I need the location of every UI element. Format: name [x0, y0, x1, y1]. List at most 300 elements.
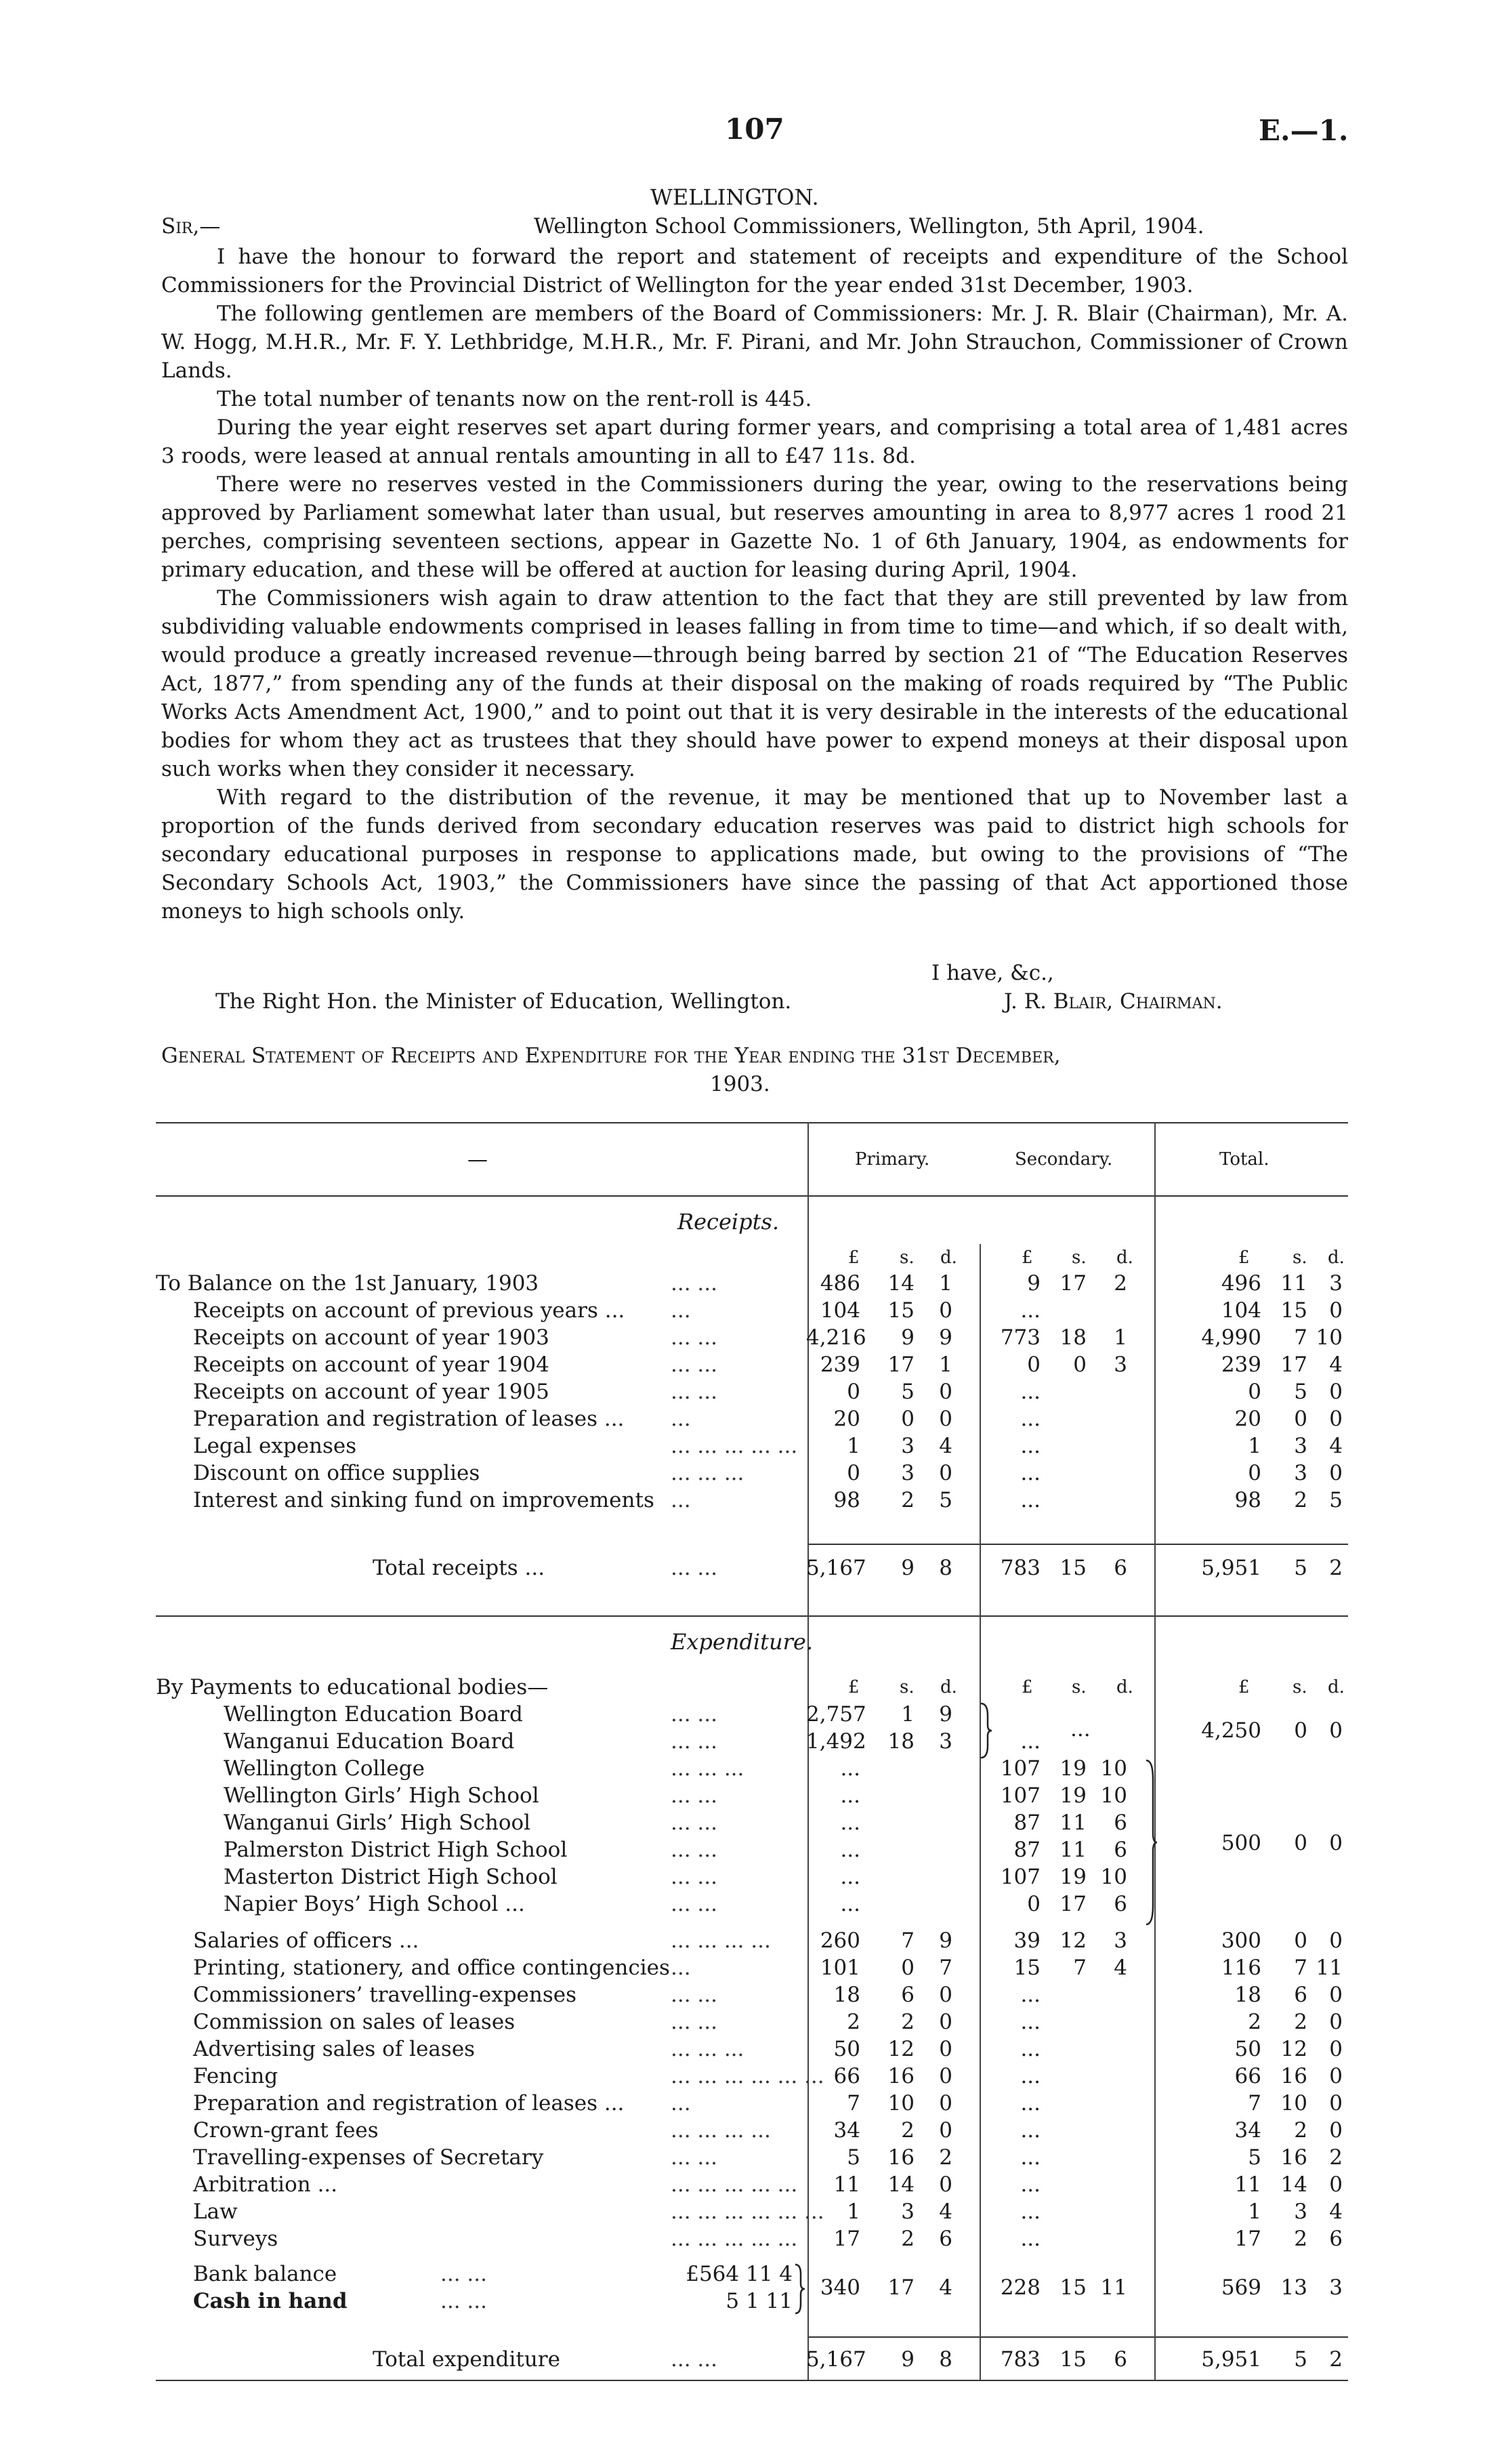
primary-pounds-cell: ... — [840, 1756, 860, 1781]
secondary-pence-cell: 3 — [1114, 1353, 1127, 1377]
header-bottom-rule — [156, 1195, 1348, 1197]
row-leader-dots: ... ... — [671, 1983, 717, 2007]
total-shillings-cell: 17 — [1280, 1353, 1307, 1377]
total-pounds-cell: 66 — [1234, 2064, 1261, 2088]
boards-total-row — [156, 1717, 1348, 1744]
primary-pence-cell: 0 — [939, 2091, 952, 2115]
table-row — [156, 1891, 1348, 1918]
total-pounds-cell: 98 — [1234, 1488, 1261, 1512]
primary-shillings-cell: 14 — [887, 2172, 915, 2197]
exp-secondary-shillings-sign: s. — [1072, 1677, 1087, 1697]
total-shillings-cell: 16 — [1280, 2145, 1307, 2170]
primary-shillings-cell: 2 — [901, 2010, 915, 2034]
total-receipts-total-shillings: 5 — [1294, 1556, 1307, 1580]
total-pence-sign: d. — [1328, 1247, 1345, 1268]
primary-pounds-cell: 18 — [833, 1983, 860, 2007]
secondary-pounds-cell: ... — [1020, 2091, 1041, 2115]
table-row — [156, 2171, 1348, 2198]
total-pounds-cell: 2 — [1248, 2010, 1261, 2034]
row-label: Preparation and registration of leases ... — [193, 1407, 625, 1431]
primary-pence-cell: 0 — [939, 2064, 952, 2088]
primary-pence-cell: 6 — [939, 2227, 952, 2251]
total-receipts-primary-pence: 8 — [939, 1556, 952, 1580]
row-label: Wellington Girls’ High School — [224, 1783, 539, 1808]
paragraph-4: During the year eight reserves set apart during former years, and comprising a total area of 1,481 acres 3 roods, were leased at annual rentals amounting in all to £47 11s. 8d. — [161, 415, 1348, 468]
total-pence-cell: 4 — [1329, 1353, 1343, 1377]
primary-pounds-cell: 486 — [820, 1271, 860, 1296]
total-shillings-cell: 2 — [1294, 2227, 1307, 2251]
col-total-header: Total. — [1219, 1149, 1269, 1170]
row-label: Law — [193, 2200, 238, 2224]
row-leader-dots: ... ... — [671, 1892, 717, 1916]
secondary-pence-cell: 3 — [1114, 1928, 1127, 1953]
total-shillings-cell: 7 — [1294, 1956, 1307, 1980]
row-leader-dots: ... ... — [671, 2145, 717, 2170]
total-pence-cell: 3 — [1329, 1271, 1343, 1296]
row-label: To Balance on the 1st January, 1903 — [156, 1271, 539, 1296]
primary-shillings-cell: 2 — [901, 2227, 915, 2251]
secondary-pounds-cell: 773 — [1000, 1325, 1041, 1350]
paragraph-3: The total number of tenants now on the rent-roll is 445. — [217, 387, 812, 411]
secondary-pence-sign: d. — [1116, 1247, 1133, 1268]
primary-pounds-cell: 20 — [833, 1407, 860, 1431]
row-label: Travelling-expenses of Secretary — [193, 2145, 544, 2170]
row-leader-dots: ... ... — [671, 1838, 717, 1862]
total-pounds-cell: 18 — [1234, 1983, 1261, 2007]
paragraph-2: The following gentlemen are members of the Board of Commissioners: Mr. J. R. Blair (Chairman), Mr. A. W. Hogg, M.H.R., Mr. F. Y. Lethbridge, M.H.R., Mr. F. Pirani, and Mr. John Strauchon, Commissioner of Crown Lands. — [161, 302, 1348, 383]
secondary-shillings-cell: 17 — [1059, 1271, 1087, 1296]
col-blank-header: — — [467, 1148, 488, 1172]
total-pence-cell: 4 — [1329, 2200, 1343, 2224]
row-leader-dots: ... ... — [671, 1702, 717, 1727]
schools-total-shillings: 0 — [1294, 1831, 1307, 1855]
page-number: 107 — [725, 112, 784, 146]
row-label: Receipts on account of year 1903 — [193, 1325, 549, 1350]
secondary-shillings-cell: 17 — [1059, 1892, 1087, 1916]
primary-shillings-cell: 16 — [887, 2145, 915, 2170]
secondary-shillings-cell: 7 — [1073, 1956, 1087, 1980]
col-secondary-header: Secondary. — [1015, 1149, 1113, 1170]
total-receipts-top-rule — [807, 1544, 1348, 1545]
paragraph-7: With regard to the distribution of the revenue, it may be mentioned that up to November last a proportion of the funds derived from secondary education reserves was paid to district high schools for secondary educational purposes in response to applications made, but owing to the provisions of “The Secondary Schools Act, 1903,” the Commissioners have since the passing of that Act apportioned those moneys to high schools only. — [161, 785, 1348, 924]
paragraph-6: The Commissioners wish again to draw attention to the fact that they are still prevented by law from subdividing valuable endowments comprised in leases falling in from time to time—and which, if so dealt with, would produce a greatly increased revenue—through being barred by section 21 of “The Education Reserves Act, 1877,” from spending any of the funds at their disposal on the making of roads required by “The Public Works Acts Amendment Act, 1900,” and to point out that it is very desirable in the interests of the educational bodies for whom they act as trustees that they should have power to expend moneys at their disposal upon such works when they consider it necessary. — [161, 586, 1348, 781]
exp-secondary-pence-sign: d. — [1116, 1677, 1133, 1697]
total-pence-cell: 0 — [1329, 1461, 1343, 1485]
primary-pounds-cell: 0 — [847, 1380, 860, 1404]
secondary-pounds-cell: 107 — [1000, 1783, 1041, 1808]
bank-balance-dots: ... ... — [440, 2262, 487, 2286]
total-pounds-cell: 1 — [1248, 1434, 1261, 1458]
primary-pence-cell: 2 — [939, 2145, 952, 2170]
row-leader-dots: ... ... — [671, 1729, 717, 1754]
secondary-pounds-cell: ... — [1020, 1461, 1041, 1485]
primary-pounds-cell: 2,757 — [806, 1702, 866, 1727]
balance-secondary-pence: 11 — [1100, 2275, 1127, 2300]
secondary-pence-cell: 2 — [1114, 1271, 1127, 1296]
paragraph-5: There were no reserves vested in the Commissioners during the year, owing to the reservations being approved by Parliament somewhat later than usual, but reserves amounting in area to 8,977 acres 1 rood 21 perches, comprising seventeen sections, appear in Gazette No. 1 of 6th January, 1904, as endowments for primary education, and these will be offered at auction for leasing during April, 1904. — [161, 472, 1348, 582]
total-shillings-cell: 10 — [1280, 2091, 1307, 2115]
row-leader-dots: ... ... ... — [671, 1756, 744, 1781]
balance-values-row — [156, 2274, 1348, 2301]
total-shillings-cell: 11 — [1280, 1271, 1307, 1296]
total-expenditure-label: Total expenditure — [373, 2347, 560, 2372]
total-pence-cell: 0 — [1329, 2010, 1343, 2034]
row-label: Napier Boys’ High School ... — [224, 1892, 525, 1916]
primary-pounds-cell: 34 — [833, 2118, 860, 2143]
table-bottom-rule — [156, 2380, 1348, 2381]
exp-primary-shillings-sign: s. — [900, 1677, 915, 1697]
total-shillings-cell: 12 — [1280, 2037, 1307, 2061]
row-label: Receipts on account of year 1905 — [193, 1380, 549, 1404]
primary-pence-sign: d. — [940, 1247, 957, 1268]
primary-pence-cell: 4 — [939, 1434, 952, 1458]
total-pounds-cell: 11 — [1234, 2172, 1261, 2197]
total-pounds-cell: 4,990 — [1201, 1325, 1261, 1350]
schools-total-pounds: 500 — [1221, 1831, 1261, 1855]
secondary-pounds-cell: ... — [1020, 1983, 1041, 2007]
total-receipts-primary-pounds: 5,167 — [806, 1556, 866, 1580]
total-pounds-cell: 17 — [1234, 2227, 1261, 2251]
primary-pence-cell: 9 — [939, 1702, 952, 1727]
row-leader-dots: ... ... — [671, 1325, 717, 1350]
total-expenditure-dots: ... ... — [671, 2347, 717, 2372]
row-label: Wanganui Education Board — [224, 1729, 515, 1754]
payments-heading: By Payments to educational bodies— — [156, 1675, 549, 1699]
closing: I have, &c., — [931, 961, 1054, 985]
row-leader-dots: ... ... — [671, 1271, 717, 1296]
total-pounds-cell: 50 — [1234, 2037, 1261, 2061]
primary-shillings-cell: 0 — [901, 1407, 915, 1431]
secondary-shillings-cell: 0 — [1073, 1353, 1087, 1377]
secondary-pounds-cell: 87 — [1013, 1838, 1041, 1862]
balance-secondary-pounds: 228 — [1000, 2275, 1041, 2300]
total-shillings-cell: 3 — [1294, 1461, 1307, 1485]
row-leader-dots: ... ... ... ... ... ... — [671, 2064, 824, 2088]
table-row — [156, 1981, 1348, 2008]
row-label: Wellington Education Board — [224, 1702, 523, 1727]
primary-pounds-cell: 239 — [820, 1353, 860, 1377]
secondary-pounds-cell: ... — [1020, 1488, 1041, 1512]
primary-pence-cell: 1 — [939, 1353, 952, 1377]
total-pounds-cell: 34 — [1234, 2118, 1261, 2143]
table-top-rule — [156, 1122, 1348, 1123]
schools-total-row — [156, 1830, 1348, 1857]
secondary-pounds-cell: ... — [1020, 2227, 1041, 2251]
total-pounds-sign: £ — [1238, 1247, 1250, 1268]
total-pence-cell: 5 — [1329, 1488, 1343, 1512]
secondary-pounds-cell: ... — [1020, 2037, 1041, 2061]
row-leader-dots: ... ... — [671, 1783, 717, 1808]
secondary-shillings-cell: 19 — [1059, 1783, 1087, 1808]
secondary-pounds-cell: ... — [1020, 2200, 1041, 2224]
table-row — [156, 2225, 1348, 2252]
row-leader-dots: ... — [671, 1956, 691, 1980]
primary-pence-cell: 0 — [939, 2010, 952, 2034]
secondary-pounds-cell: ... — [1020, 1380, 1041, 1404]
secondary-pounds-cell: ... — [1020, 1434, 1041, 1458]
dateline: Wellington School Commissioners, Wellington, 5th April, 1904. — [534, 214, 1204, 239]
row-leader-dots: ... ... ... — [671, 1461, 744, 1485]
exp-primary-pence-sign: d. — [940, 1677, 957, 1697]
total-pence-cell: 0 — [1329, 1928, 1343, 1953]
row-label: Wellington College — [224, 1756, 425, 1781]
row-label: Fencing — [193, 2064, 278, 2088]
secondary-shillings-cell: 11 — [1059, 1811, 1087, 1835]
signature: J. R. Blair, Chairman. — [1004, 989, 1223, 1014]
total-shillings-cell: 0 — [1294, 1928, 1307, 1953]
table-row — [156, 1487, 1348, 1514]
row-leader-dots: ... ... ... — [671, 2037, 744, 2061]
secondary-pence-cell: 10 — [1100, 1756, 1127, 1781]
primary-pounds-cell: 101 — [820, 1956, 860, 1980]
total-shillings-sign: s. — [1293, 1247, 1307, 1268]
total-shillings-cell: 3 — [1294, 2200, 1307, 2224]
total-pounds-cell: 7 — [1248, 2091, 1261, 2115]
exp-secondary-pounds-sign: £ — [1022, 1677, 1033, 1697]
table-row — [156, 2063, 1348, 2090]
total-pounds-cell: 0 — [1248, 1380, 1261, 1404]
primary-pounds-cell: 5 — [847, 2145, 860, 2170]
boards-total-shillings: 0 — [1294, 1718, 1307, 1743]
secondary-pounds-cell: 0 — [1027, 1892, 1041, 1916]
balance-primary-shillings: 17 — [887, 2275, 915, 2300]
lsd-header-expenditure — [156, 1674, 1348, 1701]
total-receipts-total-pence: 2 — [1329, 1556, 1343, 1580]
primary-pence-cell: 0 — [939, 2037, 952, 2061]
total-pence-cell: 0 — [1329, 2091, 1343, 2115]
total-expenditure-primary-pounds: 5,167 — [806, 2347, 866, 2372]
addressee: The Right Hon. the Minister of Education, Wellington. — [215, 989, 792, 1014]
total-expenditure-row — [156, 2346, 1348, 2373]
primary-pounds-cell: 66 — [833, 2064, 860, 2088]
total-shillings-cell: 16 — [1280, 2064, 1307, 2088]
total-expenditure-total-shillings: 5 — [1294, 2347, 1307, 2372]
secondary-pounds-cell: 87 — [1013, 1811, 1041, 1835]
secondary-shillings-cell: 19 — [1059, 1865, 1087, 1889]
row-label: Commissioners’ travelling-expenses — [193, 1983, 577, 2007]
total-pence-cell: 2 — [1329, 2145, 1343, 2170]
total-receipts-secondary-shillings: 15 — [1059, 1556, 1087, 1580]
row-leader-dots: ... — [671, 1298, 691, 1323]
table-row — [156, 1297, 1348, 1324]
primary-pounds-cell: 98 — [833, 1488, 860, 1512]
secondary-pence-cell: 10 — [1100, 1783, 1127, 1808]
primary-shillings-cell: 10 — [887, 2091, 915, 2115]
balance-primary-pence: 4 — [939, 2275, 952, 2300]
secondary-pence-cell: 6 — [1114, 1892, 1127, 1916]
table-row — [156, 1954, 1348, 1981]
row-label: Surveys — [193, 2227, 278, 2251]
primary-pence-cell: 9 — [939, 1325, 952, 1350]
page-reference: E.—1. — [1259, 114, 1349, 147]
statement-year: 1903. — [710, 1072, 770, 1096]
row-label: Preparation and registration of leases ... — [193, 2091, 625, 2115]
balance-total-pounds: 569 — [1221, 2275, 1261, 2300]
lsd-header-receipts — [156, 1244, 1348, 1271]
total-pounds-cell: 104 — [1221, 1298, 1261, 1323]
primary-shillings-cell: 16 — [887, 2064, 915, 2088]
primary-pounds-cell: 2 — [847, 2010, 860, 2034]
expenditure-heading: Expenditure. — [671, 1629, 814, 1655]
primary-pence-cell: 0 — [939, 1407, 952, 1431]
primary-pounds-cell: 4,216 — [806, 1325, 866, 1350]
primary-shillings-cell: 12 — [887, 2037, 915, 2061]
secondary-pounds-cell: 107 — [1000, 1865, 1041, 1889]
primary-shillings-cell: 14 — [887, 1271, 915, 1296]
total-shillings-cell: 2 — [1294, 2010, 1307, 2034]
secondary-pounds-cell: ... — [1020, 2118, 1041, 2143]
total-expenditure-secondary-pence: 6 — [1114, 2347, 1127, 2372]
row-label: Masterton District High School — [224, 1865, 558, 1889]
total-pounds-cell: 20 — [1234, 1407, 1261, 1431]
total-pounds-cell: 116 — [1221, 1956, 1261, 1980]
row-leader-dots: ... ... — [671, 1865, 717, 1889]
primary-shillings-cell: 0 — [901, 1956, 915, 1980]
total-shillings-cell: 6 — [1294, 1983, 1307, 2007]
primary-shillings-cell: 3 — [901, 1434, 915, 1458]
total-receipts-secondary-pence: 6 — [1114, 1556, 1127, 1580]
primary-pence-cell: 5 — [939, 1488, 952, 1512]
secondary-pounds-cell: ... — [1020, 2172, 1041, 2197]
total-pence-cell: 0 — [1329, 2037, 1343, 2061]
secondary-pounds-cell: ... — [1020, 2145, 1041, 2170]
secondary-pounds-cell: ... — [1020, 2010, 1041, 2034]
boards-secondary-dots: ... — [1070, 1717, 1091, 1741]
exp-total-shillings-sign: s. — [1293, 1677, 1307, 1697]
primary-shillings-cell: 3 — [901, 2200, 915, 2224]
primary-pounds-cell: ... — [840, 1865, 860, 1889]
secondary-pounds-cell: ... — [1020, 1729, 1041, 1754]
primary-shillings-cell: 6 — [901, 1983, 915, 2007]
row-leader-dots: ... — [671, 2091, 691, 2115]
primary-pence-cell: 0 — [939, 1298, 952, 1323]
boards-total-pounds: 4,250 — [1201, 1718, 1261, 1743]
total-pounds-cell: 1 — [1248, 2200, 1261, 2224]
total-pence-cell: 0 — [1329, 1407, 1343, 1431]
primary-pence-cell: 9 — [939, 1928, 952, 1953]
cash-in-hand-amount: 5 1 11 — [726, 2289, 793, 2313]
receipts-heading: Receipts. — [677, 1209, 780, 1235]
secondary-pounds-cell: 15 — [1013, 1956, 1041, 1980]
primary-pence-cell: 1 — [939, 1271, 952, 1296]
primary-shillings-cell: 7 — [901, 1928, 915, 1953]
total-pounds-cell: 496 — [1221, 1271, 1261, 1296]
primary-shillings-cell: 3 — [901, 1461, 915, 1485]
exp-total-pence-sign: d. — [1328, 1677, 1345, 1697]
total-pounds-cell: 5 — [1248, 2145, 1261, 2170]
primary-pounds-cell: 17 — [833, 2227, 860, 2251]
total-receipts-secondary-pounds: 783 — [1000, 1556, 1041, 1580]
total-receipts-primary-shillings: 9 — [901, 1556, 915, 1580]
total-shillings-cell: 2 — [1294, 2118, 1307, 2143]
letter-body — [161, 243, 1348, 926]
row-label: Interest and sinking fund on improvements — [193, 1488, 654, 1512]
secondary-shillings-cell: 18 — [1059, 1325, 1087, 1350]
secondary-shillings-cell: 11 — [1059, 1838, 1087, 1862]
total-pence-cell: 0 — [1329, 2118, 1343, 2143]
primary-shillings-cell: 15 — [887, 1298, 915, 1323]
primary-shillings-cell: 17 — [887, 1353, 915, 1377]
primary-shillings-cell: 5 — [901, 1380, 915, 1404]
col-primary-header: Primary. — [855, 1149, 930, 1170]
primary-shillings-cell: 1 — [901, 1702, 915, 1727]
table-row — [156, 1927, 1348, 1954]
secondary-pounds-sign: £ — [1022, 1247, 1033, 1268]
primary-pence-cell: 3 — [939, 1729, 952, 1754]
primary-pounds-cell: 11 — [833, 2172, 860, 2197]
primary-shillings-cell: 2 — [901, 2118, 915, 2143]
row-leader-dots: ... ... — [671, 2010, 717, 2034]
row-leader-dots: ... ... ... ... ... — [671, 2172, 798, 2197]
total-receipts-dots: ... ... — [671, 1556, 717, 1580]
total-pence-cell: 0 — [1329, 1380, 1343, 1404]
primary-pounds-cell: 50 — [833, 2037, 860, 2061]
table-row — [156, 1460, 1348, 1487]
salutation: Sir,— — [161, 214, 221, 239]
statement-title: General Statement of Receipts and Expenditure for the Year ending the 31st December, — [161, 1044, 1061, 1068]
total-receipts-total-pounds: 5,951 — [1201, 1556, 1261, 1580]
total-shillings-cell: 2 — [1294, 1488, 1307, 1512]
secondary-pounds-cell: 39 — [1013, 1928, 1041, 1953]
primary-pounds-cell: 0 — [847, 1461, 860, 1485]
cash-in-hand-label: Cash in hand — [193, 2289, 348, 2313]
table-row — [156, 1378, 1348, 1405]
table-row — [156, 1863, 1348, 1891]
primary-pounds-cell: 104 — [820, 1298, 860, 1323]
total-pence-cell: 0 — [1329, 1298, 1343, 1323]
table-row — [156, 1432, 1348, 1460]
primary-shillings-cell: 2 — [901, 1488, 915, 1512]
secondary-pounds-cell: 0 — [1027, 1353, 1041, 1377]
primary-pence-cell: 4 — [939, 2200, 952, 2224]
secondary-pence-cell: 6 — [1114, 1811, 1127, 1835]
row-leader-dots: ... ... ... ... ... — [671, 2227, 798, 2251]
total-shillings-cell: 14 — [1280, 2172, 1307, 2197]
row-label: Receipts on account of year 1904 — [193, 1353, 549, 1377]
primary-pounds-cell: ... — [840, 1838, 860, 1862]
row-leader-dots: ... ... ... ... ... ... — [671, 2200, 824, 2224]
row-leader-dots: ... ... ... ... — [671, 1928, 771, 1953]
secondary-pounds-cell: ... — [1020, 1407, 1041, 1431]
primary-pence-cell: 0 — [939, 2172, 952, 2197]
total-pence-cell: 10 — [1316, 1325, 1343, 1350]
row-label: Discount on office supplies — [193, 1461, 480, 1485]
total-expenditure-top-rule — [807, 2336, 1348, 2338]
total-receipts-label: Total receipts ... — [373, 1556, 545, 1580]
secondary-pence-cell: 4 — [1114, 1956, 1127, 1980]
total-pence-cell: 11 — [1316, 1956, 1343, 1980]
secondary-pounds-cell: 9 — [1027, 1271, 1041, 1296]
total-expenditure-primary-pence: 8 — [939, 2347, 952, 2372]
total-shillings-cell: 15 — [1280, 1298, 1307, 1323]
row-label: Legal expenses — [193, 1434, 357, 1458]
exp-primary-pounds-sign: £ — [848, 1677, 860, 1697]
bank-balance-label: Bank balance — [193, 2262, 337, 2286]
cash-in-hand-dots: ... ... — [440, 2289, 487, 2313]
primary-pence-cell: 0 — [939, 1983, 952, 2007]
row-label: Commission on sales of leases — [193, 2010, 516, 2034]
table-row — [156, 2036, 1348, 2063]
row-label: Crown-grant fees — [193, 2118, 379, 2143]
primary-shillings-cell: 18 — [887, 1729, 915, 1754]
boards-total-pence: 0 — [1329, 1718, 1343, 1743]
total-pence-cell: 0 — [1329, 2172, 1343, 2197]
total-pence-cell: 0 — [1329, 2064, 1343, 2088]
primary-pounds-cell: ... — [840, 1892, 860, 1916]
primary-pence-cell: 0 — [939, 1380, 952, 1404]
table-row — [156, 2090, 1348, 2117]
primary-shillings-cell: 9 — [901, 1325, 915, 1350]
